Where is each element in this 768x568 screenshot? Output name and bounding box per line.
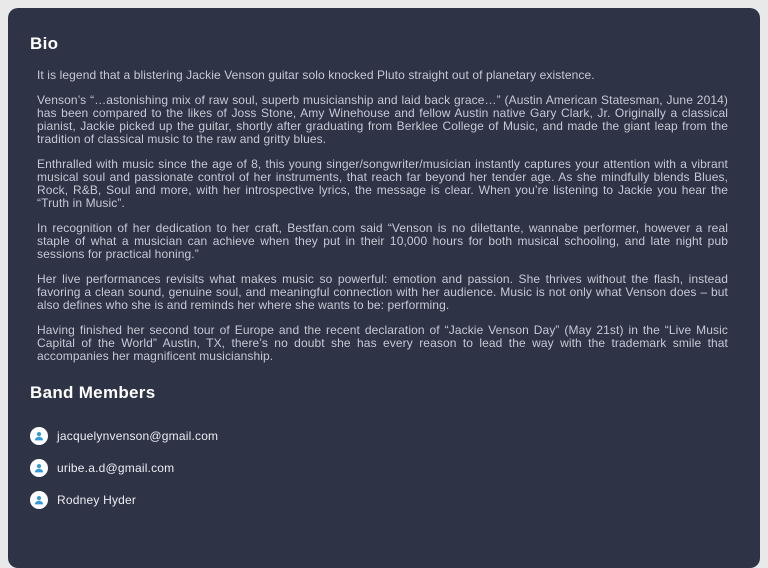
- bio-paragraph: Enthralled with music since the age of 8, this young singer/songwriter/musician instantly captures your attention with a vibrant musical soul and passionate control of her instruments, that reach far beyond her tender age. As she mindfully blends Blues, Rock, R&B, Soul and more, with her introspective lyrics, the message is clear. When you’re listening to Jackie you hear the “Truth in Music”.: [37, 157, 728, 210]
- member-avatar: [30, 459, 48, 477]
- band-member-row[interactable]: [30, 491, 738, 509]
- bio-paragraph: Venson’s “…astonishing mix of raw soul, superb musicianship and laid back grace…” (Austin American Statesman, June 2014) has been compared to the likes of Joss Stone, Amy Winehouse and fellow Austin native Gary Clark, Jr. Originally a classical pianist, Jackie picked up the guitar, shortly after graduating from Berklee College of Music, and made the giant leap from the tradition of classical music to the raw and gritty blues.: [37, 93, 728, 146]
- band-member-row[interactable]: [30, 427, 738, 445]
- member-label: jacquelynvenson@gmail.com: [57, 429, 219, 443]
- bio-heading: Bio: [30, 34, 59, 53]
- member-label: uribe.a.d@gmail.com: [57, 461, 175, 475]
- person-icon: [34, 431, 44, 441]
- band-members-heading: Band Members: [30, 383, 156, 402]
- band-member-list: [30, 427, 738, 509]
- person-icon: [34, 463, 44, 473]
- member-avatar: [30, 491, 48, 509]
- band-member-row[interactable]: [30, 459, 738, 477]
- profile-card: [8, 8, 760, 568]
- member-label: Rodney Hyder: [57, 493, 137, 507]
- person-icon: [34, 495, 44, 505]
- bio-paragraph: Having finished her second tour of Europe and the recent declaration of “Jackie Venson Day” (May 21st) in the “Live Music Capital of the World” Austin, TX, there’s no doubt she has every reason to lead the way with the trademark smile that accompanies her magnificent musicianship.: [37, 323, 728, 363]
- member-avatar: [30, 427, 48, 445]
- bio-paragraph: It is legend that a blistering Jackie Venson guitar solo knocked Pluto straight out of planetary existence.: [37, 68, 595, 82]
- bio-paragraph: Her live performances revisits what makes music so powerful: emotion and passion. She thrives without the flash, instead favoring a clean sound, genuine soul, and meaningful connection with her audience. Music is not only what Venson does – but also defines who she is and reminds her where she wants to be: performing.: [37, 272, 728, 312]
- bio-section: [37, 69, 728, 363]
- bio-paragraph: In recognition of her dedication to her craft, Bestfan.com said “Venson is no dilettante, wannabe performer, however a real staple of what a musician can achieve when they put in their 10,000 hours for both musical schooling, and late night pub sessions for practical honing.”: [37, 221, 728, 261]
